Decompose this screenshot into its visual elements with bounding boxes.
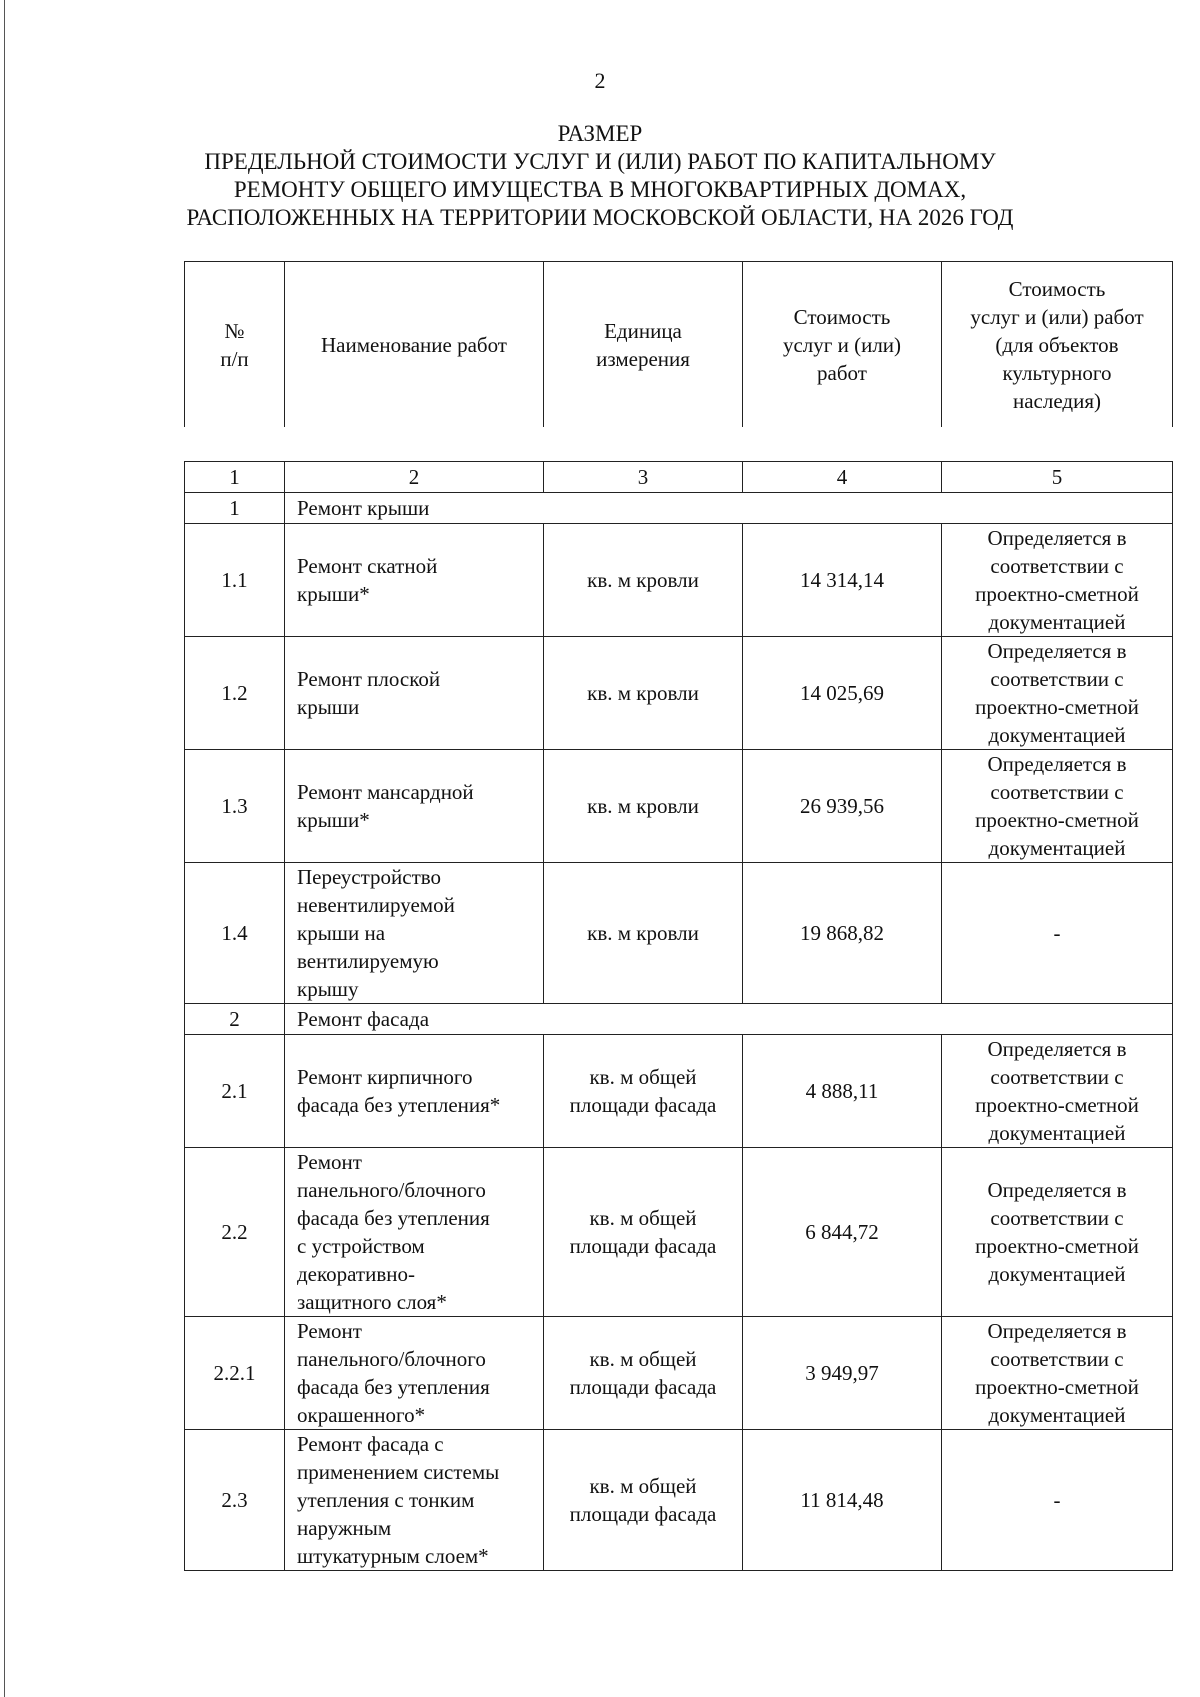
title-line-3: РЕМОНТУ ОБЩЕГО ИМУЩЕСТВА В МНОГОКВАРТИРНЫХ ДОМАХ, <box>233 177 967 202</box>
section-number: 1 <box>185 493 285 524</box>
unit-of-measure: кв. м общей площади фасада <box>544 1148 743 1317</box>
cost-value: 26 939,56 <box>743 750 942 863</box>
cost-value: 19 868,82 <box>743 863 942 1004</box>
header-col-number: № п/п <box>185 262 285 428</box>
section-title: Ремонт крыши <box>285 493 1173 524</box>
heritage-cost: Определяется в соответствии с проектно-сметной документацией <box>942 637 1173 750</box>
column-number: 5 <box>942 462 1173 493</box>
table-row <box>185 750 1173 863</box>
page-number: 2 <box>594 68 606 93</box>
row-number: 2.2.1 <box>185 1317 285 1430</box>
column-number: 2 <box>285 462 544 493</box>
table-row <box>185 637 1173 750</box>
heritage-cost: Определяется в соответствии с проектно-сметной документацией <box>942 1035 1173 1148</box>
heritage-cost: - <box>942 863 1173 1004</box>
column-number-row <box>185 462 1173 493</box>
row-number: 1.1 <box>185 524 285 637</box>
table-header <box>184 261 1173 427</box>
work-name: Ремонт фасада с применением системы утепления с тонким наружным штукатурным слоем* <box>285 1430 544 1571</box>
row-number: 1.2 <box>185 637 285 750</box>
cost-table <box>184 461 1173 1571</box>
heritage-cost: Определяется в соответствии с проектно-сметной документацией <box>942 750 1173 863</box>
cost-value: 14 314,14 <box>743 524 942 637</box>
cost-value: 14 025,69 <box>743 637 942 750</box>
cost-value: 3 949,97 <box>743 1317 942 1430</box>
table-row <box>185 1035 1173 1148</box>
unit-of-measure: кв. м общей площади фасада <box>544 1035 743 1148</box>
header-col-unit: Единица измерения <box>544 262 743 428</box>
cost-value: 11 814,48 <box>743 1430 942 1571</box>
title-line-1: РАЗМЕР <box>557 121 643 146</box>
work-name: Ремонт мансардной крыши* <box>285 750 544 863</box>
header-col-heritage-cost: Стоимость услуг и (или) работ (для объектов культурного наследия) <box>942 262 1173 428</box>
column-number: 1 <box>185 462 285 493</box>
row-number: 1.3 <box>185 750 285 863</box>
header-col-cost: Стоимость услуг и (или) работ <box>743 262 942 428</box>
page-margin-line <box>4 0 5 1697</box>
row-number: 2.2 <box>185 1148 285 1317</box>
row-number: 1.4 <box>185 863 285 1004</box>
section-number: 2 <box>185 1004 285 1035</box>
section-row <box>185 1004 1173 1035</box>
table-row <box>185 524 1173 637</box>
column-number: 3 <box>544 462 743 493</box>
heritage-cost: - <box>942 1430 1173 1571</box>
work-name: Ремонт плоской крыши <box>285 637 544 750</box>
column-number: 4 <box>743 462 942 493</box>
heritage-cost: Определяется в соответствии с проектно-сметной документацией <box>942 1148 1173 1317</box>
document-title <box>0 120 1200 232</box>
unit-of-measure: кв. м общей площади фасада <box>544 1317 743 1430</box>
table-row <box>185 1148 1173 1317</box>
unit-of-measure: кв. м кровли <box>544 750 743 863</box>
work-name: Ремонт кирпичного фасада без утепления* <box>285 1035 544 1148</box>
work-name: Ремонт скатной крыши* <box>285 524 544 637</box>
heritage-cost: Определяется в соответствии с проектно-сметной документацией <box>942 1317 1173 1430</box>
title-line-4: РАСПОЛОЖЕННЫХ НА ТЕРРИТОРИИ МОСКОВСКОЙ ОБЛАСТИ, НА 2026 ГОД <box>186 205 1014 230</box>
cost-table-body <box>185 462 1173 1571</box>
work-name: Ремонт панельного/блочного фасада без утепления окрашенного* <box>285 1317 544 1430</box>
heritage-cost: Определяется в соответствии с проектно-сметной документацией <box>942 524 1173 637</box>
table-row <box>185 1430 1173 1571</box>
title-line-2: ПРЕДЕЛЬНОЙ СТОИМОСТИ УСЛУГ И (ИЛИ) РАБОТ ПО КАПИТАЛЬНОМУ <box>204 149 996 174</box>
table-row <box>185 863 1173 1004</box>
section-row <box>185 493 1173 524</box>
header-col-name: Наименование работ <box>285 262 544 428</box>
table-row <box>185 1317 1173 1430</box>
section-title: Ремонт фасада <box>285 1004 1173 1035</box>
row-number: 2.3 <box>185 1430 285 1571</box>
unit-of-measure: кв. м кровли <box>544 637 743 750</box>
cost-value: 6 844,72 <box>743 1148 942 1317</box>
unit-of-measure: кв. м кровли <box>544 524 743 637</box>
work-name: Ремонт панельного/блочного фасада без утепления с устройством декоративно- защитного слоя* <box>285 1148 544 1317</box>
cost-value: 4 888,11 <box>743 1035 942 1148</box>
unit-of-measure: кв. м кровли <box>544 863 743 1004</box>
row-number: 2.1 <box>185 1035 285 1148</box>
work-name: Переустройство невентилируемой крыши на вентилируемую крышу <box>285 863 544 1004</box>
unit-of-measure: кв. м общей площади фасада <box>544 1430 743 1571</box>
